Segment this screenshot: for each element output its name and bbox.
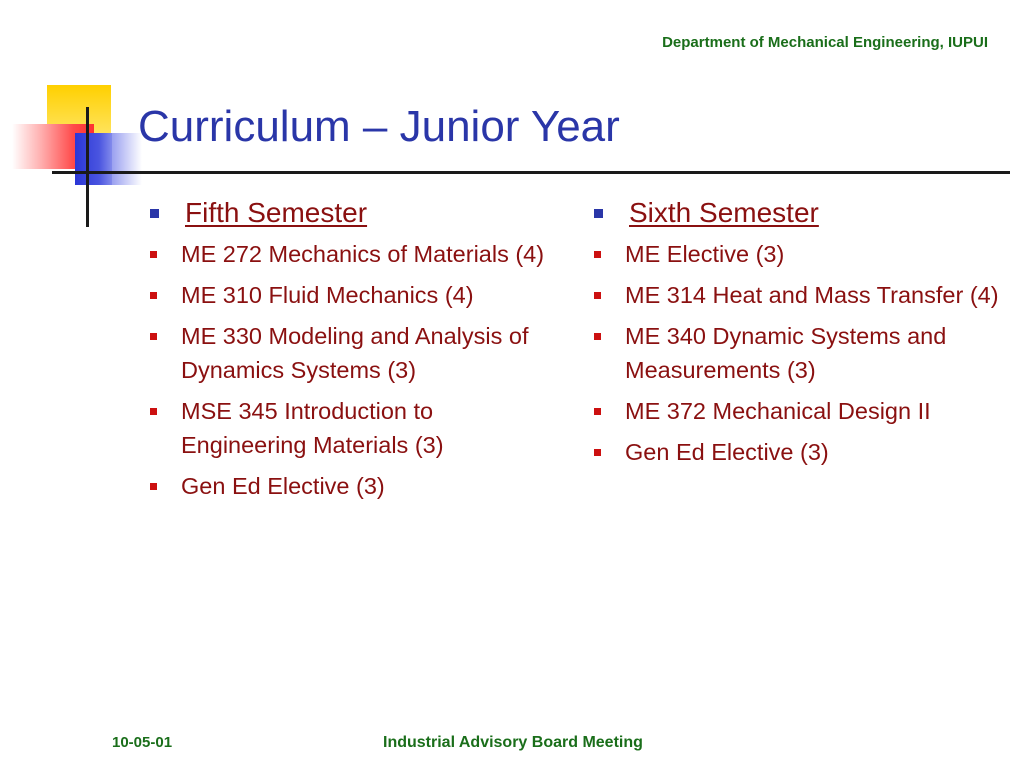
course-list (150, 237, 560, 503)
square-bullet-icon (594, 251, 601, 258)
square-bullet-icon (150, 408, 157, 415)
square-bullet-icon (594, 292, 601, 299)
course-label: ME 372 Mechanical Design II (625, 398, 931, 424)
course-item (150, 278, 560, 312)
square-bullet-icon (150, 333, 157, 340)
course-label: Gen Ed Elective (3) (181, 473, 385, 499)
course-item (150, 394, 560, 462)
course-label: ME Elective (3) (625, 241, 785, 267)
course-item (594, 435, 1004, 469)
square-bullet-icon (594, 209, 603, 218)
sixth-semester-column (594, 196, 1004, 476)
square-bullet-icon (594, 333, 601, 340)
department-header: Department of Mechanical Engineering, IUPUI (662, 34, 988, 51)
semester-heading-label: Sixth Semester (629, 197, 819, 228)
course-list (594, 237, 1004, 469)
footer-date: 10-05-01 (112, 734, 173, 751)
slide-title: Curriculum – Junior Year (138, 102, 620, 151)
course-label: ME 314 Heat and Mass Transfer (4) (625, 282, 999, 308)
semester-heading (150, 196, 560, 230)
course-item (594, 278, 1004, 312)
course-label: Gen Ed Elective (3) (625, 439, 829, 465)
course-item (594, 237, 1004, 271)
square-bullet-icon (150, 483, 157, 490)
semester-heading (594, 196, 1004, 230)
course-label: ME 272 Mechanics of Materials (4) (181, 241, 545, 267)
square-bullet-icon (594, 449, 601, 456)
course-item (150, 237, 560, 271)
square-bullet-icon (594, 408, 601, 415)
square-bullet-icon (150, 251, 157, 258)
course-item (150, 319, 560, 387)
semester-heading-label: Fifth Semester (185, 197, 368, 228)
decor-vertical-line (86, 107, 89, 227)
square-bullet-icon (150, 292, 157, 299)
title-underline-rule (52, 171, 1010, 174)
course-item (594, 394, 1004, 428)
footer-title: Industrial Advisory Board Meeting (383, 734, 643, 751)
course-label: ME 330 Modeling and Analysis of Dynamics Systems (3) (181, 323, 529, 383)
square-bullet-icon (150, 209, 159, 218)
decor-blue-square (75, 133, 115, 185)
course-label: MSE 345 Introduction to Engineering Materials (3) (181, 398, 444, 458)
course-label: ME 310 Fluid Mechanics (4) (181, 282, 474, 308)
fifth-semester-column (150, 196, 560, 510)
course-label: ME 340 Dynamic Systems and Measurements (3) (625, 323, 947, 383)
course-item (594, 319, 1004, 387)
course-item (150, 469, 560, 503)
